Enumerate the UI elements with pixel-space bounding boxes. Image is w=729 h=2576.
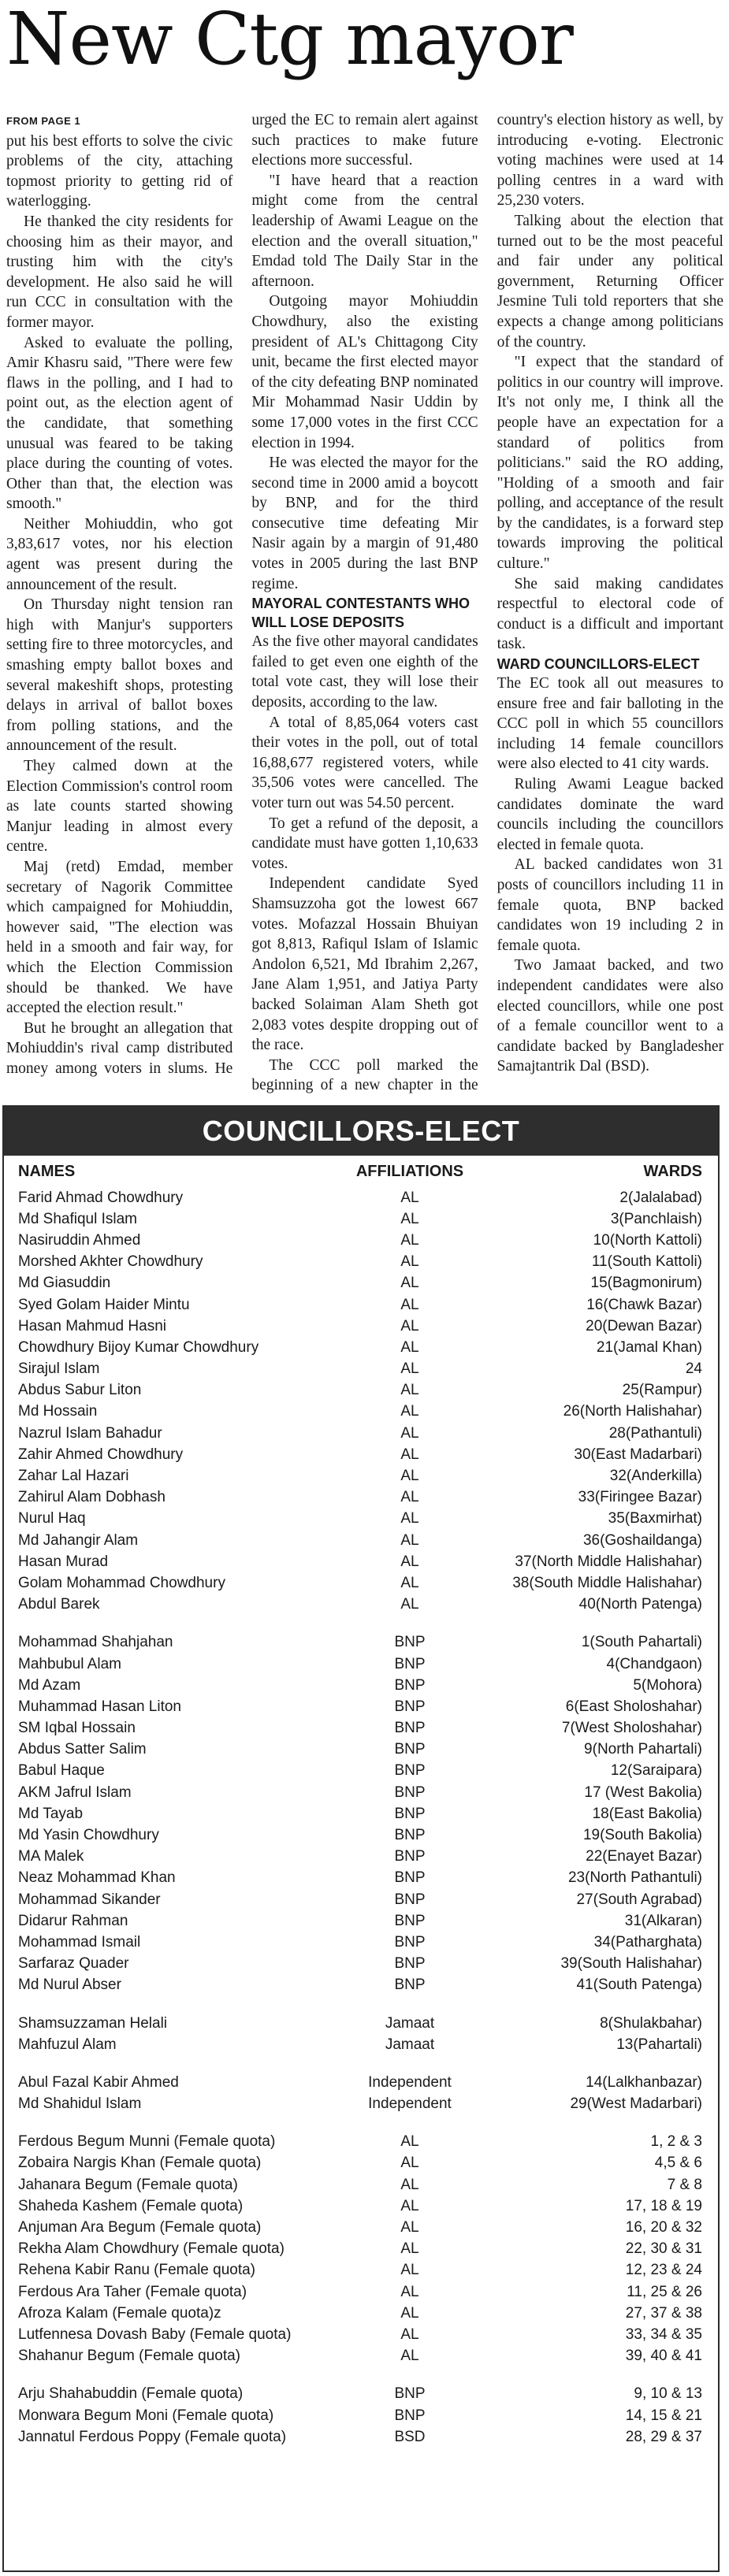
councillor-ward: 29(West Madarbari) bbox=[570, 2095, 702, 2113]
article-paragraph: To get a refund of the deposit, a candidate must have gotten 1,10,633 votes. bbox=[251, 815, 478, 872]
councillor-affiliation: AL bbox=[400, 1531, 419, 1549]
table-row bbox=[4, 1380, 718, 1401]
councillor-ward: 9, 10 & 13 bbox=[634, 2385, 702, 2403]
councillor-ward: 20(Dewan Bazar) bbox=[586, 1317, 702, 1334]
table-row bbox=[4, 1868, 718, 1889]
councillor-name: Md Azam bbox=[18, 1676, 81, 1694]
table-row bbox=[4, 1187, 718, 1208]
councillor-ward: 12, 23 & 24 bbox=[625, 2262, 702, 2279]
councillor-affiliation: AL bbox=[400, 1275, 419, 1292]
councillor-ward: 17 (West Bakolia) bbox=[584, 1784, 702, 1801]
councillor-affiliation: AL bbox=[400, 1468, 419, 1485]
table-row bbox=[4, 2094, 718, 2115]
table-row bbox=[4, 2384, 718, 2405]
councillor-affiliation: AL bbox=[400, 2240, 419, 2258]
councillor-affiliation: BNP bbox=[394, 1805, 426, 1822]
councillor-name: Abdul Barek bbox=[18, 1596, 100, 1613]
councillor-ward: 9(North Pahartali) bbox=[584, 1741, 702, 1758]
article-paragraph: Independent candidate Syed Shamsuzzoha got the lowest 667 votes. Mofazzal Hossain Bhuiyan got 8,813, Rafiqul Islam of Islamic Andolon 6,521, Md Ibrahim 2,267, Jane Alam 1,951, and Jatiya Party backed Solaiman Alam Sheth got 2,083 votes despite dropping out of the race. bbox=[251, 875, 478, 1054]
councillor-ward: 8(Shulakbahar) bbox=[600, 2014, 702, 2032]
table-row bbox=[4, 1910, 718, 1932]
councillor-name: Muhammad Hasan Liton bbox=[18, 1698, 181, 1715]
councillor-affiliation: Jamaat bbox=[385, 2036, 435, 2053]
table-row bbox=[4, 1696, 718, 1717]
table-row bbox=[4, 2303, 718, 2324]
councillor-ward: 4,5 & 6 bbox=[654, 2155, 702, 2172]
table-row bbox=[4, 2174, 718, 2196]
table-row bbox=[4, 1208, 718, 1230]
councillor-ward: 40(North Patenga) bbox=[578, 1596, 702, 1613]
table-row bbox=[4, 1444, 718, 1465]
table-row bbox=[4, 1632, 718, 1654]
councillor-name: Jahanara Begum (Female quota) bbox=[18, 2176, 238, 2193]
table-row bbox=[4, 2217, 718, 2238]
councillor-ward: 18(East Bakolia) bbox=[592, 1805, 702, 1822]
table-row bbox=[4, 1252, 718, 1273]
councillor-affiliation: AL bbox=[400, 2325, 419, 2343]
councillor-ward: 32(Anderkilla) bbox=[609, 1468, 702, 1485]
table-row bbox=[4, 1465, 718, 1487]
councillor-ward: 22, 30 & 31 bbox=[625, 2240, 702, 2258]
councillor-name: SM Iqbal Hossain bbox=[18, 1720, 136, 1737]
councillor-affiliation: BNP bbox=[394, 2385, 426, 2403]
table-row bbox=[4, 1654, 718, 1675]
table-row bbox=[4, 1803, 718, 1824]
article-paragraph: Maj (retd) Emdad, member secretary of Nagorik Committee which campaigned for Mohiuddin, however said, "The election was held in a smooth and fair way, for which the Election Commission should be thanked. We have accepted the election result." bbox=[6, 858, 233, 1017]
table-row bbox=[4, 1551, 718, 1572]
councillor-name: Nurul Haq bbox=[18, 1510, 86, 1527]
table-row bbox=[4, 1294, 718, 1316]
table-row bbox=[4, 1423, 718, 1444]
table-title: COUNCILLORS-ELECT bbox=[4, 1107, 718, 1156]
article-paragraph: A total of 8,85,064 voters cast their votes in the poll, out of total 16,88,677 registered voters, while 35,506 votes were cancelled. The voter turn out was 54.50 percent. bbox=[251, 714, 478, 811]
table-row bbox=[4, 1761, 718, 1782]
table-row bbox=[4, 2260, 718, 2281]
councillor-affiliation: BNP bbox=[394, 1784, 426, 1801]
councillor-ward: 25(Rampur) bbox=[622, 1382, 702, 1399]
table-row bbox=[4, 1359, 718, 1380]
councillor-name: Rehena Kabir Ranu (Female quota) bbox=[18, 2262, 256, 2279]
councillor-name: Md Yasin Chowdhury bbox=[18, 1827, 159, 1844]
table-row bbox=[4, 2153, 718, 2174]
table-row bbox=[4, 1594, 718, 1616]
councillor-affiliation: BNP bbox=[394, 1655, 426, 1672]
councillor-name: Zahirul Alam Dobhash bbox=[18, 1489, 166, 1506]
header-wards: WARDS bbox=[643, 1162, 702, 1180]
article-paragraph: They calmed down at the Election Commission's control room as late counts started showing Manjur leading in almost every centre. bbox=[6, 758, 233, 856]
councillor-name: Mohammad Sikander bbox=[18, 1891, 161, 1908]
article-paragraph: Neither Mohiuddin, who got 3,83,617 votes, nor his election agent was present during the announcement of the result. bbox=[6, 515, 233, 593]
councillor-ward: 12(Saraipara) bbox=[610, 1762, 702, 1780]
councillor-affiliation: AL bbox=[400, 1338, 419, 1356]
article-paragraph: Two Jamaat backed, and two independent candidates were also elected councillors, while one post of a female councillor went to a candidate backed by Bangladesher Samajtantrik Dal (BSD). bbox=[497, 957, 723, 1075]
councillor-affiliation: AL bbox=[400, 2283, 419, 2300]
table-header-row bbox=[4, 1156, 718, 1187]
header-names: NAMES bbox=[18, 1162, 76, 1180]
article-paragraph: He thanked the city residents for choosing him as their mayor, and trusting him with the city's development. He also said he will run CCC in consultation with the former mayor. bbox=[6, 213, 233, 331]
table-row bbox=[4, 1675, 718, 1696]
table-row bbox=[4, 2405, 718, 2426]
table-row bbox=[4, 2239, 718, 2260]
article-body bbox=[6, 110, 723, 1099]
table-row bbox=[4, 1273, 718, 1294]
councillor-ward: 13(Pahartali) bbox=[616, 2036, 702, 2053]
subhead-ward-councillors: WARD COUNCILLORS-ELECT bbox=[497, 656, 700, 673]
councillor-ward: 21(Jamal Khan) bbox=[596, 1338, 702, 1356]
table-row bbox=[4, 1230, 718, 1251]
councillor-ward: 3(Panchlaish) bbox=[610, 1210, 702, 1227]
councillor-name: Neaz Mohammad Khan bbox=[18, 1869, 176, 1887]
councillor-ward: 2(Jalalabad) bbox=[619, 1189, 702, 1206]
councillor-ward: 1, 2 & 3 bbox=[650, 2133, 702, 2151]
article-paragraph: The EC took all out measures to ensure free and fair balloting in the CCC poll in which 55 councillors including 14 female councillors were also elected to 41 city wards. bbox=[497, 675, 723, 773]
article-paragraph: "I have heard that a reaction might come from the central leadership of Awami League on the election and the overall situation," Emdad told The Daily Star in the afternoon. bbox=[251, 172, 478, 290]
councillor-affiliation: AL bbox=[400, 2155, 419, 2172]
councillor-ward: 11(South Kattoli) bbox=[591, 1253, 702, 1271]
group-separator bbox=[4, 1996, 718, 2013]
councillor-affiliation: Independent bbox=[368, 2095, 452, 2113]
table-row bbox=[4, 2281, 718, 2303]
councillor-name: Chowdhury Bijoy Kumar Chowdhury bbox=[18, 1338, 259, 1356]
councillor-name: Shamsuzzaman Helali bbox=[18, 2014, 168, 2032]
councillors-table bbox=[2, 1105, 720, 2572]
article-paragraph: But he brought an allegation that Mohiuddin's rival camp distributed money among voters in slums. He urged the EC to remain alert against such practices to make future elections more successful. bbox=[6, 112, 478, 1077]
councillor-name: Zahir Ahmed Chowdhury bbox=[18, 1446, 184, 1463]
councillor-affiliation: AL bbox=[400, 1360, 419, 1378]
councillor-name: Abul Fazal Kabir Ahmed bbox=[18, 2073, 179, 2091]
councillor-affiliation: BNP bbox=[394, 1698, 426, 1715]
councillor-affiliation: BNP bbox=[394, 1912, 426, 1929]
councillor-ward: 5(Mohora) bbox=[633, 1676, 702, 1694]
councillor-affiliation: AL bbox=[400, 1446, 419, 1463]
councillor-affiliation: AL bbox=[400, 1424, 419, 1442]
councillor-name: Lutfennesa Dovash Baby (Female quota) bbox=[18, 2325, 292, 2343]
table-row bbox=[4, 2426, 718, 2448]
table-row bbox=[4, 1954, 718, 1975]
councillor-affiliation: BNP bbox=[394, 1848, 426, 1865]
continued-tag: FROM PAGE 1 bbox=[6, 115, 81, 127]
councillor-name: Md Hossain bbox=[18, 1403, 98, 1420]
table-row bbox=[4, 2324, 718, 2345]
councillor-affiliation: AL bbox=[400, 1489, 419, 1506]
table-row bbox=[4, 1316, 718, 1337]
councillor-name: Babul Haque bbox=[18, 1762, 105, 1780]
table-row bbox=[4, 2013, 718, 2034]
councillor-name: Nazrul Islam Bahadur bbox=[18, 1424, 162, 1442]
councillor-name: MA Malek bbox=[18, 1848, 84, 1865]
article-paragraph: Talking about the election that turned out to be the most peaceful and fair under any political government, Returning Officer Jesmine Tuli told reporters that she expects a change among politicians of the country. bbox=[497, 212, 723, 351]
article-paragraph: Outgoing mayor Mohiuddin Chowdhury, also the existing president of AL's Chittagong City unit, became the first elected mayor of the city defeating BNP nominated Mir Mohammad Nasir Uddin by some 17,000 votes in the first CCC election in 1994. bbox=[251, 293, 478, 451]
article-paragraph: She said making candidates respectful to electoral code of conduct is a difficult and important task. bbox=[497, 575, 723, 653]
article-paragraph: Ruling Awami League backed candidates dominate the ward councils including the councillors elected in female quota. bbox=[497, 776, 723, 853]
article-first-paragraph bbox=[6, 110, 232, 212]
table-row bbox=[4, 1932, 718, 1953]
councillor-affiliation: Jamaat bbox=[385, 2014, 435, 2032]
councillor-ward: 36(Goshaildanga) bbox=[582, 1531, 702, 1549]
councillor-affiliation: BNP bbox=[394, 1955, 426, 1973]
table-row bbox=[4, 1572, 718, 1594]
table-row bbox=[4, 1530, 718, 1551]
subhead-mayoral-contestants: MAYORAL CONTESTANTS WHO WILL LOSE DEPOSITS bbox=[251, 596, 470, 631]
councillor-ward: 41(South Patenga) bbox=[576, 1977, 702, 1994]
councillor-ward: 17, 18 & 19 bbox=[625, 2197, 702, 2214]
councillor-name: Md Tayab bbox=[18, 1805, 84, 1822]
councillor-affiliation: AL bbox=[400, 2262, 419, 2279]
councillor-name: Mahfuzul Alam bbox=[18, 2036, 117, 2053]
councillor-name: Farid Ahmad Chowdhury bbox=[18, 1189, 184, 1206]
councillor-name: Sirajul Islam bbox=[18, 1360, 100, 1378]
councillor-ward: 33(Firingee Bazar) bbox=[578, 1489, 702, 1506]
councillor-ward: 7 & 8 bbox=[667, 2176, 702, 2193]
councillor-affiliation: AL bbox=[400, 1596, 419, 1613]
councillor-affiliation: AL bbox=[400, 1317, 419, 1334]
article-paragraph: AL backed candidates won 31 posts of councillors including 11 in female quota, BNP backed candidates won 19 including 2 in female quota. bbox=[497, 856, 723, 954]
table-row bbox=[4, 2034, 718, 2055]
councillor-name: Morshed Akhter Chowdhury bbox=[18, 1253, 203, 1271]
councillor-ward: 22(Enayet Bazar) bbox=[586, 1848, 702, 1865]
councillor-ward: 16(Chawk Bazar) bbox=[586, 1296, 702, 1313]
councillor-name: Afroza Kalam (Female quota)z bbox=[18, 2304, 221, 2322]
councillor-name: Mohammad Ismail bbox=[18, 1933, 141, 1951]
article-paragraph: The CCC poll marked the beginning of a new chapter in the country's election history as well, by introducing e-voting. Electronic voting machines were used at 14 polling centres in a ward with 25,230 voters. bbox=[251, 112, 723, 1094]
councillor-affiliation: AL bbox=[400, 1553, 419, 1570]
councillor-ward: 39(South Halishahar) bbox=[560, 1955, 702, 1973]
councillor-affiliation: BNP bbox=[394, 1762, 426, 1780]
councillor-affiliation: Independent bbox=[368, 2073, 452, 2091]
councillor-ward: 15(Bagmonirum) bbox=[590, 1275, 702, 1292]
councillor-name: Nasiruddin Ahmed bbox=[18, 1231, 141, 1249]
table-row bbox=[4, 1847, 718, 1868]
councillor-name: Md Shahidul Islam bbox=[18, 2095, 142, 2113]
councillor-affiliation: BNP bbox=[394, 1933, 426, 1951]
councillor-affiliation: AL bbox=[400, 1231, 419, 1249]
councillor-name: Didarur Rahman bbox=[18, 1912, 128, 1929]
councillor-affiliation: AL bbox=[400, 2219, 419, 2236]
article-paragraph: On Thursday night tension ran high with Manjur's supporters setting fire to three motorcycles, and smashing empty ballot boxes and several makeshift shops, protesting delays in arrival of ballot boxes from polling stations, and the announcement of the result. bbox=[6, 596, 233, 755]
councillor-affiliation: BNP bbox=[394, 1869, 426, 1887]
councillor-affiliation: BNP bbox=[394, 1827, 426, 1844]
councillor-ward: 28(Pathantuli) bbox=[608, 1424, 702, 1442]
group-separator bbox=[4, 2367, 718, 2384]
councillor-ward: 16, 20 & 32 bbox=[625, 2219, 702, 2236]
group-separator bbox=[4, 2115, 718, 2132]
councillor-ward: 14, 15 & 21 bbox=[625, 2407, 702, 2424]
councillor-name: Hasan Mahmud Hasni bbox=[18, 1317, 166, 1334]
councillor-name: Arju Shahabuddin (Female quota) bbox=[18, 2385, 244, 2403]
councillor-ward: 7(West Sholoshahar) bbox=[561, 1720, 702, 1737]
councillor-name: Abdus Satter Salim bbox=[18, 1741, 147, 1758]
group-separator bbox=[4, 2055, 718, 2072]
councillor-name: Ferdous Begum Munni (Female quota) bbox=[18, 2133, 276, 2151]
councillor-ward: 28, 29 & 37 bbox=[625, 2428, 702, 2445]
councillor-affiliation: BNP bbox=[394, 1634, 426, 1651]
councillor-ward: 24 bbox=[685, 1360, 702, 1378]
table-row bbox=[4, 1718, 718, 1739]
councillor-ward: 30(East Madarbari) bbox=[574, 1446, 702, 1463]
councillor-ward: 35(Baxmirhat) bbox=[608, 1510, 702, 1527]
councillor-ward: 31(Alkaran) bbox=[624, 1912, 702, 1929]
councillor-ward: 1(South Pahartali) bbox=[581, 1634, 702, 1651]
table-row bbox=[4, 1782, 718, 1803]
councillor-affiliation: AL bbox=[400, 2348, 419, 2365]
table-row bbox=[4, 1975, 718, 1996]
councillor-name: Zobaira Nargis Khan (Female quota) bbox=[18, 2155, 262, 2172]
table-row bbox=[4, 1889, 718, 1910]
councillor-ward: 4(Chandgaon) bbox=[606, 1655, 702, 1672]
councillor-affiliation: AL bbox=[400, 1574, 419, 1591]
headline: New Ctg mayor bbox=[6, 0, 573, 81]
table-row bbox=[4, 2132, 718, 2153]
councillor-affiliation: BNP bbox=[394, 2407, 426, 2424]
councillor-name: Shaheda Kashem (Female quota) bbox=[18, 2197, 244, 2214]
councillor-name: Md Jahangir Alam bbox=[18, 1531, 139, 1549]
table-row bbox=[4, 1509, 718, 1530]
councillor-name: Zahar Lal Hazari bbox=[18, 1468, 129, 1485]
table-row bbox=[4, 1824, 718, 1846]
councillor-affiliation: AL bbox=[400, 2197, 419, 2214]
councillor-name: Abdus Sabur Liton bbox=[18, 1382, 142, 1399]
table-row bbox=[4, 2346, 718, 2367]
councillor-name: Shahanur Begum (Female quota) bbox=[18, 2348, 240, 2365]
councillor-name: Ferdous Ara Taher (Female quota) bbox=[18, 2283, 247, 2300]
councillor-affiliation: AL bbox=[400, 1403, 419, 1420]
councillor-ward: 34(Patharghata) bbox=[593, 1933, 702, 1951]
header-affiliations: AFFILIATIONS bbox=[355, 1162, 464, 1180]
councillor-affiliation: AL bbox=[400, 1382, 419, 1399]
councillor-name: Mohammad Shahjahan bbox=[18, 1634, 173, 1651]
councillor-ward: 27(South Agrabad) bbox=[576, 1891, 702, 1908]
councillor-affiliation: BNP bbox=[394, 1741, 426, 1758]
councillor-name: Monwara Begum Moni (Female quota) bbox=[18, 2407, 274, 2424]
councillor-name: Hasan Murad bbox=[18, 1553, 109, 1570]
councillor-affiliation: AL bbox=[400, 1210, 419, 1227]
article-paragraph: He was elected the mayor for the second time in 2000 amid a boycott by BNP, and for the third consecutive time defeating Mir Nasir again by a margin of 91,480 votes in 2005 during the last BNP regime. bbox=[251, 455, 478, 592]
councillor-name: Md Nurul Abser bbox=[18, 1977, 121, 1994]
councillor-ward: 27, 37 & 38 bbox=[625, 2304, 702, 2322]
councillor-affiliation: AL bbox=[400, 1510, 419, 1527]
table-body bbox=[4, 1187, 718, 2448]
councillor-name: Golam Mohammad Chowdhury bbox=[18, 1574, 225, 1591]
table-row bbox=[4, 1739, 718, 1761]
councillor-affiliation: BNP bbox=[394, 1977, 426, 1994]
councillor-affiliation: BSD bbox=[394, 2428, 426, 2445]
councillor-affiliation: BNP bbox=[394, 1676, 426, 1694]
councillor-ward: 14(Lalkhanbazar) bbox=[586, 2073, 702, 2091]
councillor-name: Rekha Alam Chowdhury (Female quota) bbox=[18, 2240, 285, 2258]
councillor-name: Syed Golam Haider Mintu bbox=[18, 1296, 190, 1313]
councillor-ward: 39, 40 & 41 bbox=[625, 2348, 702, 2365]
councillor-ward: 38(South Middle Halishahar) bbox=[512, 1574, 702, 1591]
table-row bbox=[4, 1487, 718, 1509]
councillor-affiliation: AL bbox=[400, 1189, 419, 1206]
councillor-name: Jannatul Ferdous Poppy (Female quota) bbox=[18, 2428, 287, 2445]
councillor-ward: 6(East Sholoshahar) bbox=[565, 1698, 702, 1715]
article-paragraph: "I expect that the standard of politics in our country will improve. It's not only me, I think all the people have an expectation for a standard of politics from politicians." said the RO adding, "Holding of a smooth and fair polling, and acceptance of the result by the candidates, is a forward step towards improving the political culture." bbox=[497, 354, 723, 573]
councillor-ward: 19(South Bakolia) bbox=[582, 1827, 702, 1844]
councillor-name: Md Shafiqul Islam bbox=[18, 1210, 138, 1227]
group-separator bbox=[4, 1616, 718, 1632]
councillor-ward: 23(North Pathantuli) bbox=[567, 1869, 702, 1887]
councillor-affiliation: AL bbox=[400, 1296, 419, 1313]
councillor-name: AKM Jafrul Islam bbox=[18, 1784, 132, 1801]
councillor-affiliation: AL bbox=[400, 2133, 419, 2151]
councillor-ward: 26(North Halishahar) bbox=[563, 1403, 702, 1420]
table-row bbox=[4, 2072, 718, 2093]
table-row bbox=[4, 1337, 718, 1358]
article-paragraph: As the five other mayoral candidates failed to get even one eighth of the total vote cast, they will lose their deposits, according to the law. bbox=[251, 633, 478, 711]
councillor-name: Md Giasuddin bbox=[18, 1275, 111, 1292]
councillor-affiliation: AL bbox=[400, 2304, 419, 2322]
councillor-ward: 10(North Kattoli) bbox=[593, 1231, 702, 1249]
article-paragraph: put his best efforts to solve the civic problems of the city, attaching topmost priority to getting rid of waterlogging. bbox=[6, 132, 233, 210]
table-row bbox=[4, 2196, 718, 2217]
councillor-affiliation: BNP bbox=[394, 1720, 426, 1737]
councillor-affiliation: AL bbox=[400, 2176, 419, 2193]
councillor-name: Sarfaraz Quader bbox=[18, 1955, 129, 1973]
councillor-ward: 37(North Middle Halishahar) bbox=[515, 1553, 702, 1570]
councillor-name: Mahbubul Alam bbox=[18, 1655, 121, 1672]
councillor-affiliation: AL bbox=[400, 1253, 419, 1271]
councillor-name: Anjuman Ara Begum (Female quota) bbox=[18, 2219, 262, 2236]
table-row bbox=[4, 1401, 718, 1423]
councillor-ward: 33, 34 & 35 bbox=[625, 2325, 702, 2343]
article-paragraph: Asked to evaluate the polling, Amir Khasru said, "There were few flaws in the polling, and I had to point out, as the election agent of the candidate, that something unusual was feared to be taking place during the counting of votes. Other than that, the election was smooth." bbox=[6, 334, 233, 513]
councillor-ward: 11, 25 & 26 bbox=[627, 2283, 702, 2300]
councillor-affiliation: BNP bbox=[394, 1891, 426, 1908]
